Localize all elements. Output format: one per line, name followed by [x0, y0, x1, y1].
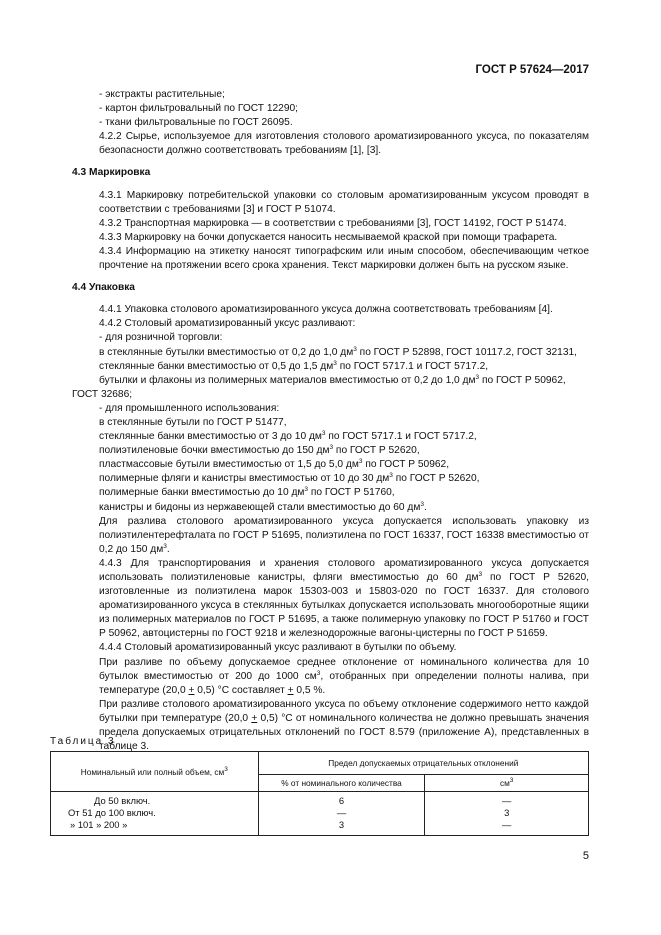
- list-item: канистры и бидоны из нержавеющей стали вместимостью до 60 $дм^3$.: [99, 500, 427, 513]
- paragraph-4-4-4: 4.4.4 Столовый ароматизированный уксус разливают в бутылки по объему.: [99, 642, 457, 654]
- document-code-header: ГОСТ Р 57624—2017: [475, 64, 589, 76]
- list-item: полиэтиленовые бочки вместимостью до 150 $дм^3$ по ГОСТ Р 52620,: [99, 444, 420, 457]
- table-cell-percent: 6 — 3: [258, 792, 425, 836]
- paragraph-4-3-2: 4.3.2 Транспортная маркировка — в соответствии с требованиями [3], ГОСТ 14192, ГОСТ Р 51474.: [99, 217, 567, 229]
- paragraph-4-3-4: 4.3.4 Информацию на этикетку наносят типографским или иным способом, обеспечивающим четкое прочтение на протяжении всего срока хранения. Текст маркировки должен быть на русском языке.: [99, 245, 589, 272]
- section-heading-4-3: 4.3 Маркировка: [72, 167, 151, 179]
- paragraph-4-4-1: 4.4.1 Упаковка столового ароматизированного уксуса должна соответствовать требованиям [4].: [99, 304, 553, 316]
- table-cell-cm3: — 3 —: [425, 792, 589, 836]
- list-item: пластмассовые бутыли вместимостью от 1,5 до 5,0 $дм^3$ по ГОСТ Р 50962,: [99, 458, 450, 471]
- list-item: в стеклянные бутылки вместимостью от 0,2 до 1,0 $дм^3$ по ГОСТ Р 52898, ГОСТ 10117.2, ГОСТ 32131,: [99, 345, 578, 358]
- paragraph-4-3-1: 4.3.1 Маркировку потребительской упаковки со столовым ароматизированным уксусом проводят в соответствии с требованиями [3] и ГОСТ Р 51074.: [99, 189, 589, 215]
- table-caption: Таблица 3: [50, 736, 116, 747]
- table-cell-volume: До 50 включ. От 51 до 100 включ. » 101 » 200 »: [51, 792, 259, 836]
- paragraph-4-4-2: 4.4.2 Столовый ароматизированный уксус разливают:: [99, 318, 356, 330]
- table-header-nominal-volume: Номинальный или полный объем, $см^3$: [51, 752, 259, 792]
- paragraph-bottling: Для разлива столового ароматизированного уксуса допускается использовать упаковку из полиэтилентерефталата по ГОСТ Р 51695, полиэтилена по ГОСТ 16337, ГОСТ 16338 вместимостью от 0,2 до 150 $дм^3$.: [99, 515, 589, 555]
- list-item: - ткани фильтровальные по ГОСТ 26095.: [99, 117, 293, 129]
- list-item: полимерные фляги и канистры вместимостью от 10 до 30 $дм^3$ по ГОСТ Р 52620,: [99, 472, 480, 485]
- table-header-percent: % от номинального количества: [258, 775, 425, 792]
- list-item: бутылки и флаконы из полимерных материалов вместимостью от 0,2 до 1,0 $дм^3$ по ГОСТ Р 50962, ГОСТ 32686;: [72, 373, 566, 400]
- list-item: полимерные банки вместимостью до 10 $дм^3$ по ГОСТ Р 51760,: [99, 486, 395, 499]
- list-item: стеклянные банки вместимостью от 3 до 10 $дм^3$ по ГОСТ 5717.1 и ГОСТ 5717.2,: [99, 430, 477, 443]
- list-item: в стеклянные бутыли по ГОСТ Р 51477,: [99, 416, 287, 428]
- table-3: [50, 751, 589, 836]
- paragraph-net-deviation: При разливе столового ароматизированного уксуса по объему отклонение содержимого нетто каждой бутылки при температуре (20,0 + 0,5) °С от номинального количества не должно превышать значения предела допускаемых отрицательных отклонений по ГОСТ 8.579 (приложение А), представленных в таблице 3.: [99, 698, 589, 753]
- list-item: - для розничной торговли:: [99, 332, 223, 344]
- list-item: стеклянные банки вместимостью от 0,5 до 1,5 $дм^3$ по ГОСТ 5717.1 и ГОСТ 5717.2,: [99, 359, 489, 372]
- list-item: - картон фильтровальный по ГОСТ 12290;: [99, 103, 299, 115]
- page-number: 5: [582, 850, 589, 862]
- paragraph-deviation: При разливе по объему допускаемое среднее отклонение от номинального количества для 10 бутылок вместимостью от 200 до 1000 $см^3$, отобранных при определении полноты налива, при температуре (20,0 + 0,5) °С составляет + 0,5 %.: [99, 656, 589, 696]
- section-heading-4-4: 4.4 Упаковка: [72, 282, 135, 294]
- table-row: [51, 792, 589, 836]
- list-item: - экстракты растительные;: [99, 89, 225, 100]
- list-item: - для промышленного использования:: [99, 402, 280, 414]
- table-header-cm3: $см^3$: [425, 775, 589, 792]
- document-body: [72, 88, 589, 754]
- paragraph-4-3-3: 4.3.3 Маркировку на бочки допускается наносить несмываемой краской при помощи трафарета.: [99, 231, 558, 243]
- paragraph-4-4-3: 4.4.3 Для транспортирования и хранения столового ароматизированного уксуса допускается использовать полиэтиленовые канистры, фляги вместимостью до 60 $дм^3$ по ГОСТ Р 52620, изготовленные из полиэтилена марок 15303-003 и 15803-020 по ГОСТ 16337. Для столового ароматизированного уксуса в стеклянных бутылках допускается использовать многооборотные ящики из полимерных материалов по ГОСТ Р 51695, а также полимерную упаковку по ГОСТ Р 51760 и ГОСТ Р 50962, автоцистерны по ГОСТ 9218 и железнодорожные вагоны-цистерны по ГОСТ Р 51659.: [99, 557, 589, 640]
- table-header-deviation-limit: Предел допускаемых отрицательных отклонений: [258, 752, 588, 775]
- paragraph-4-2-2: 4.2.2 Сырье, используемое для изготовления столового ароматизированного уксуса, по показателям безопасности должно соответствовать требованиям [1], [3].: [99, 131, 589, 157]
